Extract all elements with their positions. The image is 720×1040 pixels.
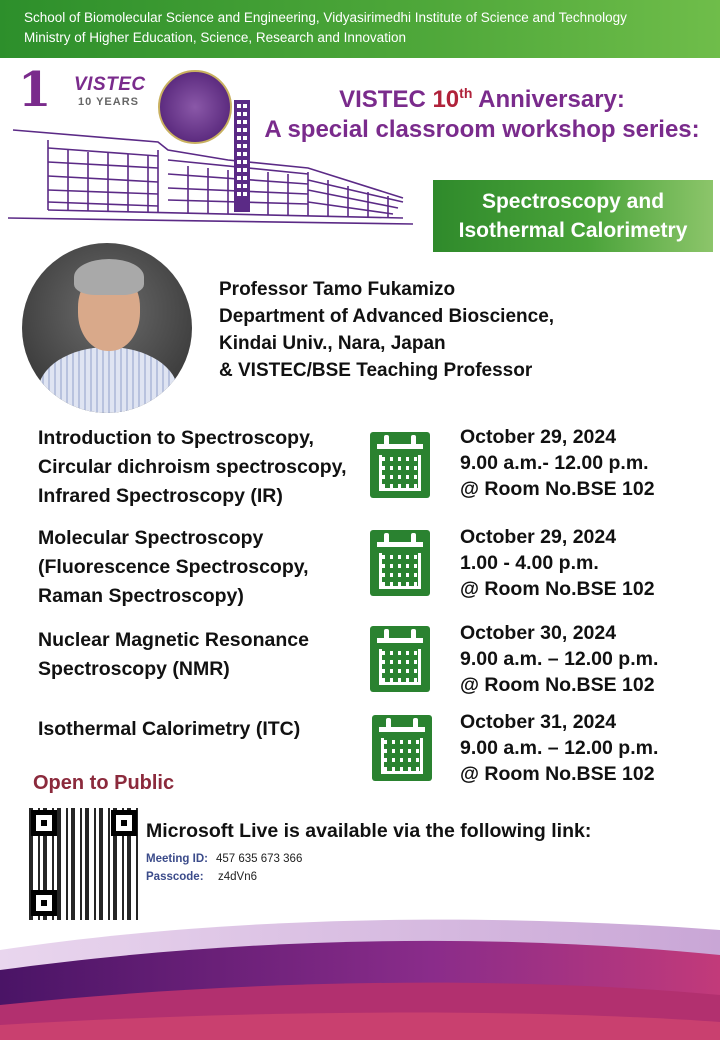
meeting-id-label: Meeting ID: bbox=[146, 853, 208, 865]
session-date: October 29, 2024 bbox=[460, 526, 617, 548]
session-schedule bbox=[460, 424, 720, 502]
calendar-icon bbox=[370, 530, 430, 596]
session-date: October 31, 2024 bbox=[460, 711, 617, 733]
logo-mark: 1 bbox=[18, 62, 52, 118]
calendar-icon bbox=[370, 626, 430, 692]
institute-seal-icon bbox=[158, 70, 232, 144]
title-anniversary-number: 10th bbox=[432, 85, 473, 113]
meeting-details bbox=[146, 850, 302, 886]
title-vistec: VISTEC bbox=[339, 86, 426, 113]
session-topic: Molecular Spectroscopy (Fluorescence Spectroscopy, Raman Spectroscopy) bbox=[38, 527, 309, 607]
title-anniversary: Anniversary: bbox=[478, 86, 625, 113]
session-room: @ Room No.BSE 102 bbox=[460, 763, 655, 785]
session-schedule bbox=[460, 524, 720, 602]
session-schedule bbox=[460, 620, 720, 698]
title-subtitle: A special classroom workshop series: bbox=[264, 116, 700, 143]
topic-line-2: Isothermal Calorimetry bbox=[458, 219, 688, 242]
topic-banner bbox=[433, 180, 713, 252]
logo-years: 10 YEARS bbox=[78, 96, 139, 108]
header-line-ministry: Ministry of Higher Education, Science, Research and Innovation bbox=[24, 30, 406, 45]
session-time: 1.00 - 4.00 p.m. bbox=[460, 552, 599, 574]
header-banner bbox=[0, 0, 720, 58]
session-time: 9.00 a.m. – 12.00 p.m. bbox=[460, 737, 659, 759]
header-line-school: School of Biomolecular Science and Engineering, Vidyasirimedhi Institute of Science and Technology bbox=[24, 10, 627, 25]
session-room: @ Room No.BSE 102 bbox=[460, 674, 655, 696]
qr-code[interactable] bbox=[27, 806, 143, 922]
vistec-10-years-logo bbox=[18, 62, 158, 118]
session-topic: Nuclear Magnetic Resonance Spectroscopy (NMR) bbox=[38, 629, 309, 680]
page-title bbox=[262, 78, 702, 145]
meeting-id-value: 457 635 673 366 bbox=[216, 853, 303, 865]
speaker-info bbox=[219, 276, 709, 384]
topic-line-1: Spectroscopy and bbox=[481, 190, 665, 213]
speaker-role: & VISTEC/BSE Teaching Professor bbox=[219, 360, 533, 381]
session-room: @ Room No.BSE 102 bbox=[460, 578, 655, 600]
logo-name: VISTEC bbox=[74, 74, 146, 95]
session-date: October 30, 2024 bbox=[460, 622, 617, 644]
session-topic: Isothermal Calorimetry (ITC) bbox=[38, 718, 301, 740]
calendar-icon bbox=[372, 715, 432, 781]
session-topic: Introduction to Spectroscopy, Circular dichroism spectroscopy, Infrared Spectroscopy (IR) bbox=[38, 427, 347, 507]
passcode-value: z4dVn6 bbox=[218, 871, 258, 883]
session-room: @ Room No.BSE 102 bbox=[460, 478, 655, 500]
speaker-photo bbox=[22, 243, 192, 413]
open-to-public-label: Open to Public bbox=[33, 772, 175, 794]
speaker-department: Department of Advanced Bioscience, bbox=[219, 306, 555, 327]
session-time: 9.00 a.m.- 12.00 p.m. bbox=[460, 452, 649, 474]
calendar-icon bbox=[370, 432, 430, 498]
speaker-university: Kindai Univ., Nara, Japan bbox=[219, 333, 446, 354]
session-date: October 29, 2024 bbox=[460, 426, 617, 448]
session-schedule bbox=[460, 709, 720, 787]
speaker-name: Professor Tamo Fukamizo bbox=[219, 279, 456, 300]
passcode-label: Passcode: bbox=[146, 871, 204, 883]
live-stream-title: Microsoft Live is available via the following link: bbox=[146, 820, 592, 842]
session-time: 9.00 a.m. – 12.00 p.m. bbox=[460, 648, 659, 670]
